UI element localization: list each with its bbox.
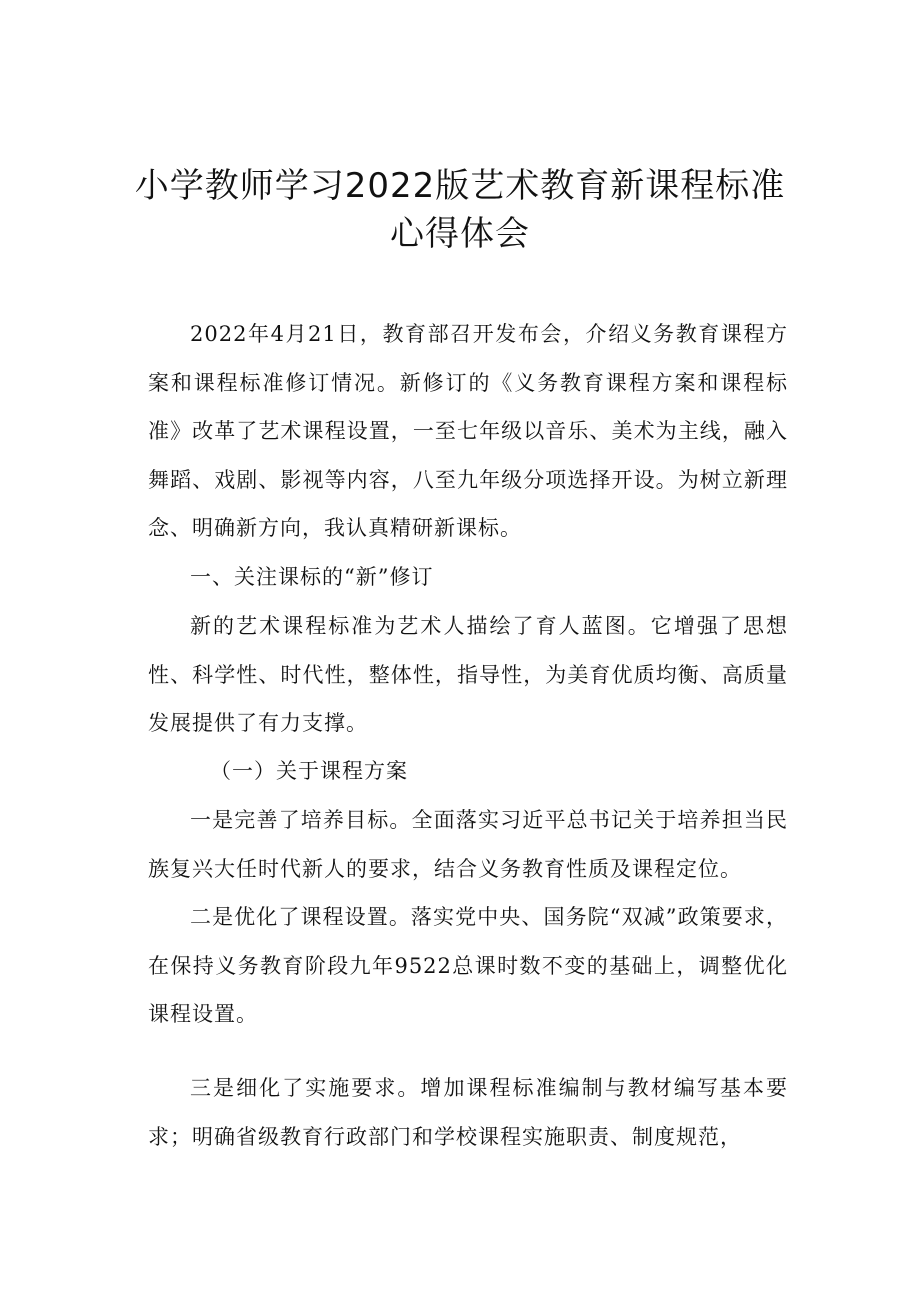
subsection-heading: （一）关于课程方案: [210, 759, 408, 783]
intro-paragraph: 2022年4月21日，教育部召开发布会，介绍义务教育课程方案和课程标准修订情况。新修订的《义务教育课程方案和课程标准》改革了艺术课程设置，一至七年级以音乐、美术为主线，融入舞蹈、戏剧、影视等内容，八至九年级分项选择开设。为树立新理念、明确新方向，我认真精研新课标。: [148, 322, 788, 540]
section-heading: 一、关注课标的“新”修订: [190, 565, 434, 589]
point-three-paragraph: 三是细化了实施要求。增加课程标准编制与教材编写基本要求；明确省级教育行政部门和学校课程实施职责、制度规范，: [148, 1076, 788, 1149]
document-title-line1: 小学教师学习2022版艺术教育新课程标准: [134, 166, 786, 206]
point-two-paragraph: 二是优化了课程设置。落实党中央、国务院“双减”政策要求，在保持义务教育阶段九年9522总课时数不变的基础上，调整优化课程设置。: [148, 905, 788, 1026]
point-one-paragraph: 一是完善了培养目标。全面落实习近平总书记关于培养担当民族复兴大任时代新人的要求，结合义务教育性质及课程定位。: [148, 808, 788, 881]
section-paragraph: 新的艺术课程标准为艺术人描绘了育人蓝图。它增强了思想性、科学性、时代性，整体性，指导性，为美育优质均衡、高质量发展提供了有力支撑。: [148, 614, 788, 735]
document-title-line2: 心得体会: [390, 214, 530, 254]
